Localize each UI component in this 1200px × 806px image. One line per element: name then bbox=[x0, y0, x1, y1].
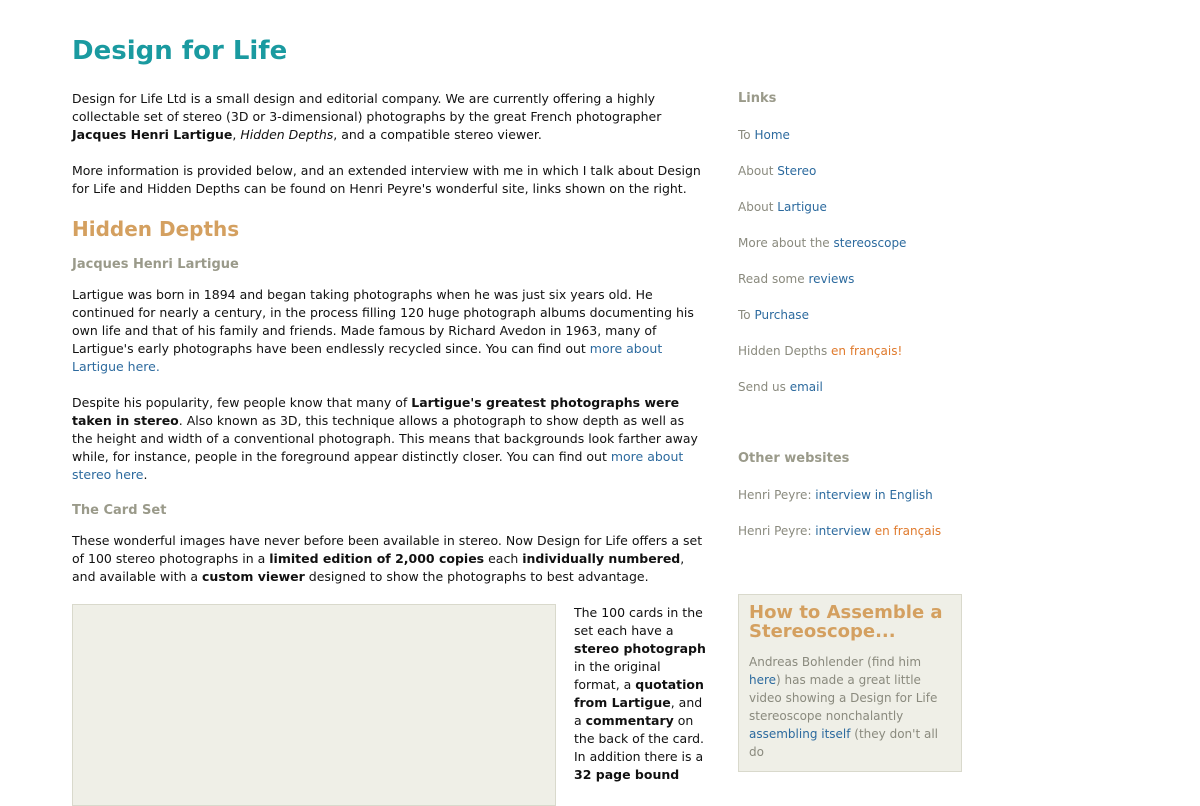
lartigue-page-link[interactable]: Lartigue bbox=[777, 200, 827, 214]
card-set-subheading: The Card Set bbox=[72, 503, 167, 518]
sidebar-item-french: Hidden Depths en français! bbox=[738, 344, 903, 358]
sidebar-item-interview-english: Henri Peyre: interview in English bbox=[738, 488, 933, 502]
assemble-box-text: Andreas Bohlender (find him here) has made a great little video showing a Design for Life stereoscope nonchalantly assembling itself (they don't all do bbox=[749, 655, 938, 759]
bohlender-link[interactable]: here bbox=[749, 673, 777, 687]
card-photo-row bbox=[72, 604, 704, 804]
card-description: The 100 cards in the set each have a stereo photograph in the original format, a quotation from Lartigue, and a commentary on the back of the card. In addition there is a 32 page bound bbox=[574, 605, 706, 782]
purchase-link[interactable]: Purchase bbox=[754, 308, 809, 322]
stereo-page-link[interactable]: Stereo bbox=[777, 164, 817, 178]
hidden-depths-heading: Hidden Depths bbox=[72, 217, 240, 241]
intro-paragraph-1: Design for Life Ltd is a small design and editorial company. We are currently offering a highly collectable set of stereo (3D or 3-dimensional) photographs by the great French photographer Jacques Henri Lartigue, Hidden Depths, and a compatible stereo viewer. bbox=[72, 91, 662, 142]
main-content bbox=[72, 90, 704, 804]
stereo-paragraph: Despite his popularity, few people know that many of Lartigue's greatest photographs were taken in stereo. Also known as 3D, this technique allows a photograph to show depth as well as the height and width of a conventional photograph. This means that backgrounds look farther away while, for instance, people in the foreground appear distinctly closer. You can find out more about stereo here. bbox=[72, 395, 698, 482]
stereoscope-link[interactable]: stereoscope bbox=[833, 236, 907, 250]
sidebar-item-lartigue: About Lartigue bbox=[738, 200, 827, 214]
sidebar-item-interview-french: Henri Peyre: interview en français bbox=[738, 524, 942, 538]
interview-french-link[interactable]: en français bbox=[870, 524, 942, 538]
lartigue-paragraph: Lartigue was born in 1894 and began taking photographs when he was just six years old. He continued for nearly a century, in the process filling 120 huge photograph albums documenting his own life and that of his family and friends. Made famous by Richard Avedon in 1963, many of Lartigue's early photographs have been endlessly recycled since. You can find out more about Lartigue here. bbox=[72, 287, 694, 374]
assemble-stereoscope-box bbox=[738, 594, 962, 772]
lartigue-link[interactable]: more about Lartigue here. bbox=[72, 341, 663, 374]
sidebar bbox=[738, 90, 968, 540]
stereo-photo-placeholder bbox=[72, 604, 556, 806]
sidebar-item-stereoscope: More about the stereoscope bbox=[738, 236, 907, 250]
intro-paragraph-2: More information is provided below, and an extended interview with me in which I talk about Design for Life and Hidden Depths can be found on Henri Peyre's wonderful site, links shown on the right. bbox=[72, 163, 701, 196]
other-websites-heading: Other websites bbox=[738, 451, 850, 466]
interview-english-link[interactable]: interview in English bbox=[815, 488, 933, 502]
lartigue-subheading: Jacques Henri Lartigue bbox=[72, 257, 239, 272]
stereo-link[interactable]: more about stereo here bbox=[72, 449, 684, 482]
site-title: Design for Life bbox=[72, 36, 288, 66]
sidebar-item-purchase: To Purchase bbox=[738, 308, 809, 322]
assemble-box-title: How to Assemble a Stereoscope... bbox=[749, 602, 943, 642]
home-link[interactable]: Home bbox=[754, 128, 790, 142]
sidebar-item-email: Send us email bbox=[738, 380, 823, 394]
interview-link[interactable]: interview bbox=[815, 524, 871, 538]
email-link[interactable]: email bbox=[789, 380, 823, 394]
reviews-link[interactable]: reviews bbox=[808, 272, 855, 286]
video-link[interactable]: assembling itself bbox=[749, 727, 851, 741]
sidebar-item-reviews: Read some reviews bbox=[738, 272, 855, 286]
card-set-paragraph: These wonderful images have never before been available in stereo. Now Design for Life offers a set of 100 stereo photographs in a limited edition of 2,000 copies each individually numbered, and available with a custom viewer designed to show the photographs to best advantage. bbox=[72, 533, 703, 584]
sidebar-item-home: To Home bbox=[738, 128, 790, 142]
links-heading: Links bbox=[738, 91, 777, 106]
sidebar-item-stereo: About Stereo bbox=[738, 164, 817, 178]
french-link[interactable]: en français! bbox=[831, 344, 903, 358]
